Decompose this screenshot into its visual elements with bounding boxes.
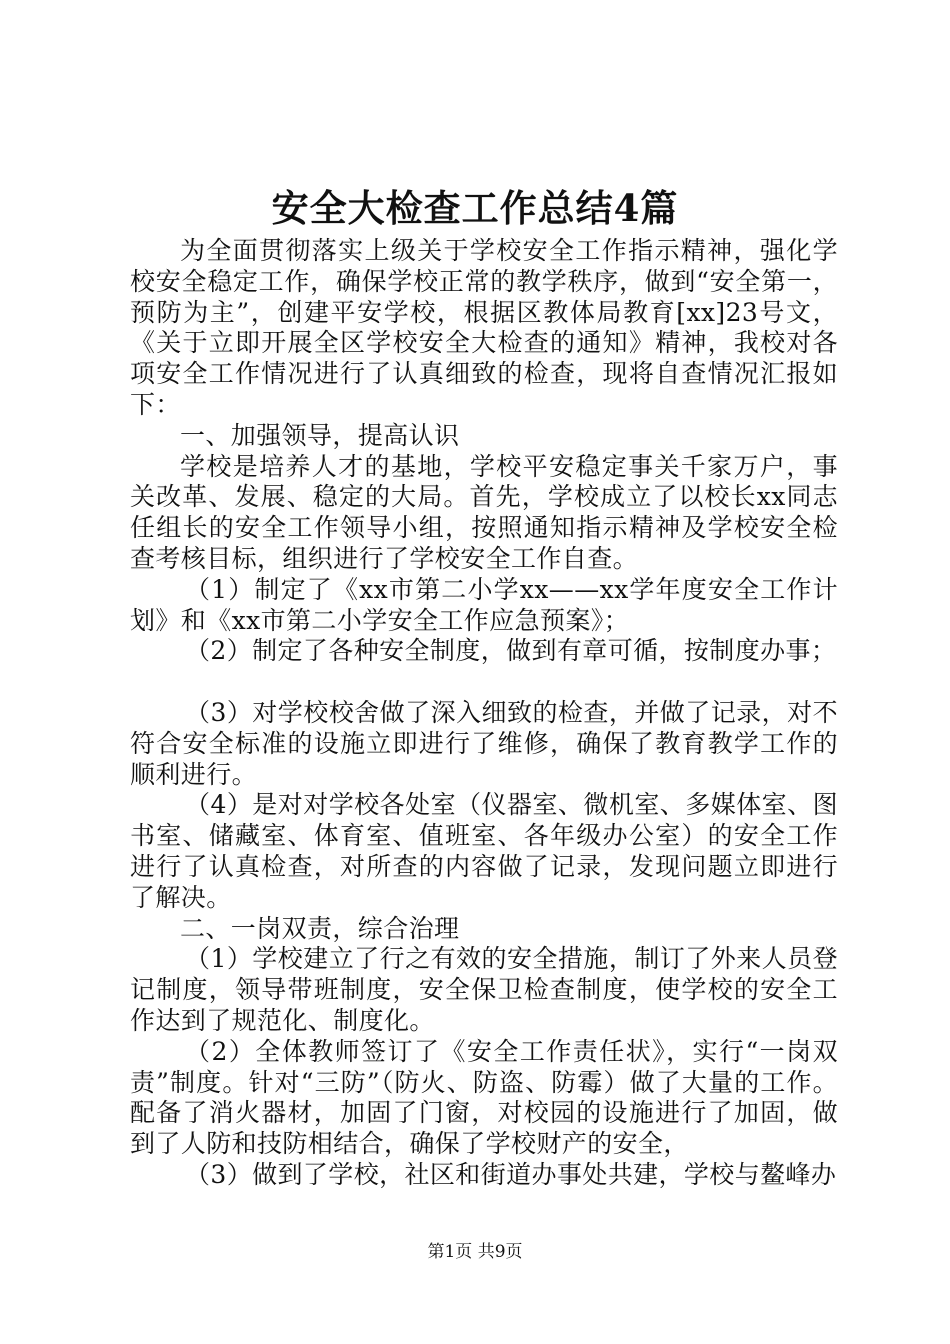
section-heading-1: 一、加强领导，提高认识 (180, 420, 460, 450)
blank-line (130, 667, 838, 698)
document-body (130, 236, 838, 1191)
body-paragraph: 学校是培养人才的基地，学校平安稳定事关千家万户，事关改革、发展、稳定的大局。首先，学校成立了以校长xx同志任组长的安全工作领导小组，按照通知指示精神及学校安全检查考核目标，组织进行了学校安全工作自查。 (130, 451, 838, 573)
document-title: 安全大检查工作总结4篇 (271, 186, 679, 230)
list-item: （4）是对对学校各处室（仪器室、微机室、多媒体室、图书室、储藏室、体育室、值班室、各年级办公室）的安全工作进行了认真检查，对所查的内容做了记录，发现问题立即进行了解决。 (130, 790, 838, 912)
list-item: （3）做到了学校，社区和街道办事处共建，学校与鳌峰办 (185, 1159, 837, 1189)
intro-paragraph: 为全面贯彻落实上级关于学校安全工作指示精神，强化学校安全稳定工作，确保学校正常的教学秩序，做到“安全第一，预防为主”，创建平安学校，根据区教体局教育[xx]23号文，《关于立即开展全区学校安全大检查的通知》精神，我校对各项安全工作情况进行了认真细致的检查，现将自查情况汇报如下： (130, 236, 838, 419)
list-item: （1）学校建立了行之有效的安全措施，制订了外来人员登记制度，领导带班制度，安全保卫检查制度，使学校的安全工作达到了规范化、制度化。 (130, 944, 838, 1035)
list-item: （3）对学校校舍做了深入细致的检查，并做了记录，对不符合安全标准的设施立即进行了维修，确保了教育教学工作的顺利进行。 (130, 697, 838, 789)
list-item: （2）制定了各种安全制度，做到有章可循，按制度办事； (185, 636, 837, 666)
list-item: （2）全体教师签订了《安全工作责任状》，实行“一岗双责”制度。针对“三防”（防火、防盗、防霉）做了大量的工作。配备了消火器材，加固了门窗，对校园的设施进行了加固，做到了人防和技防相结合，确保了学校财产的安全， (130, 1036, 838, 1159)
list-item: （1）制定了《xx市第二小学xx——xx学年度安全工作计划》和《xx市第二小学安全工作应急预案》； (130, 574, 838, 635)
page-footer: 第1页 共9页 (427, 1242, 523, 1262)
section-heading-2: 二、一岗双责，综合治理 (180, 913, 460, 943)
